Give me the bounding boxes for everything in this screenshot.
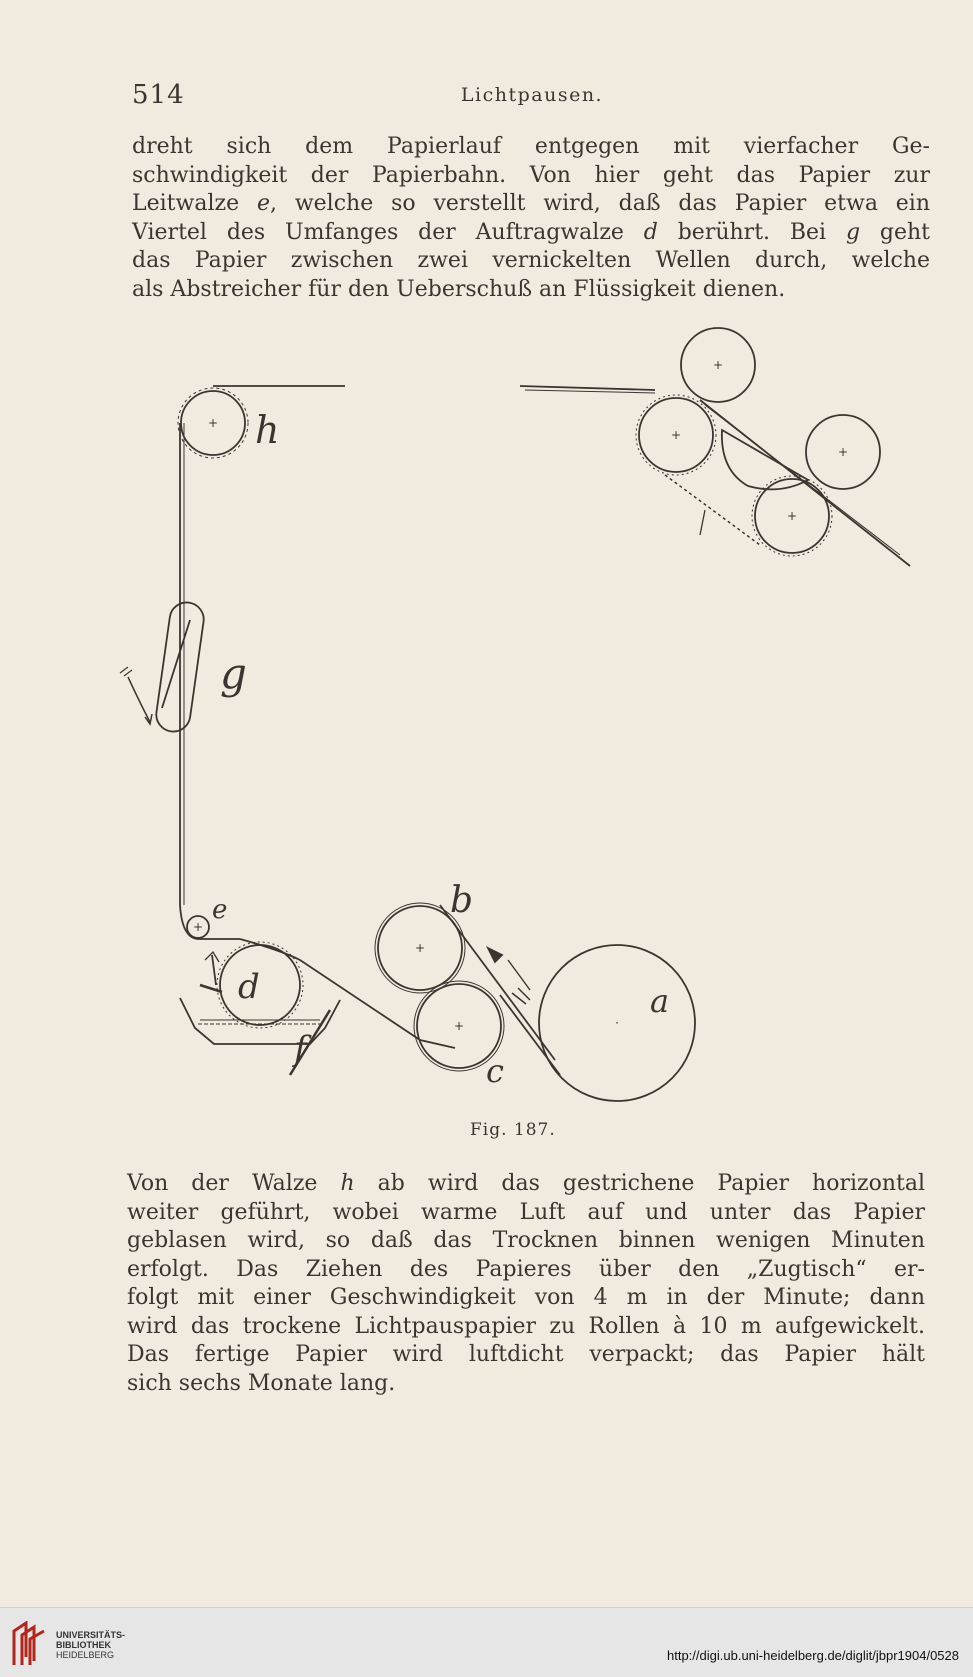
svg-text:·: · [615,1016,619,1030]
text-line: sich sechs Monate lang. [127,1370,396,1396]
svg-text:+: + [453,1019,465,1033]
trough-f [180,998,340,1044]
label-g: g [220,649,247,698]
roller-d [220,945,300,1025]
svg-text:+: + [414,941,426,955]
text-line: folgt mit einer Geschwindigkeit von 4 m in der Minute; dann [127,1285,925,1310]
coating-shoe [722,430,808,489]
text-line: als Abstreicher für den Ueberschuß an Flüssigkeit dienen. [132,276,786,302]
text-line: schwindigkeit der Papierbahn. Von hier geht das Papier zur [132,162,930,188]
logo-stroke [14,1623,26,1665]
text-line: das Papier zwischen zwei vernickelten Wellen durch, welche [132,248,930,273]
text-line: weiter geführt, wobei warme Luft auf und unter das Papier [127,1199,925,1225]
logo-stroke [22,1627,34,1665]
svg-text:+: + [670,428,682,442]
paragraph-top [132,133,930,304]
label-h: h [255,408,280,452]
label-b: b [450,880,474,921]
text-line: wird das trockene Lichtpauspapier zu Rollen à 10 m aufgewickelt. [127,1313,925,1339]
text-line: erfolgt. Das Ziehen des Papieres über den „Zugtisch“ er- [127,1256,925,1282]
svg-text:+: + [192,920,204,934]
svg-text:+: + [837,445,849,459]
svg-text:+: + [712,358,724,372]
logo-mark [14,1623,44,1665]
page-number: 514 [132,80,185,110]
text-line: geblasen wird, so daß das Trocknen binnen wenigen Minuten [127,1228,925,1253]
figure-187 [100,320,920,1120]
label-e: e [212,895,228,925]
library-name[interactable]: UNIVERSITÄTS- BIBLIOTHEK HEIDELBERG [56,1630,126,1660]
label-c: c [486,1052,504,1090]
logo-stroke [30,1631,44,1665]
text-line: Leitwalze e, welche so verstellt wird, daß das Papier etwa ein [132,191,931,216]
running-title: Lichtpausen. [460,84,604,106]
figure-caption: Fig. 187. [470,1120,556,1140]
text-line: Viertel des Umfanges der Auftragwalze d berührt. Bei g geht [132,219,930,245]
paragraph-bottom [127,1170,925,1398]
library-logo-icon[interactable] [10,1621,48,1667]
page-header [132,80,932,112]
text-line: Von der Walze h ab wird das gestrichene Papier horizontal [127,1171,925,1196]
roller-diagram [100,320,920,1120]
label-f: f [294,1029,307,1069]
source-url[interactable]: http://digi.ub.uni-heidelberg.de/diglit/jbpr1904/0528 [667,1648,959,1663]
svg-text:+: + [207,416,219,430]
svg-text:+: + [786,509,798,523]
text-line: dreht sich dem Papierlauf entgegen mit vierfacher Ge- [132,134,930,159]
label-a: a [650,982,670,1020]
text-line: Das fertige Papier wird luftdicht verpackt; das Papier hält [127,1342,925,1367]
library-footer [0,1607,973,1677]
label-d: d [238,967,260,1007]
